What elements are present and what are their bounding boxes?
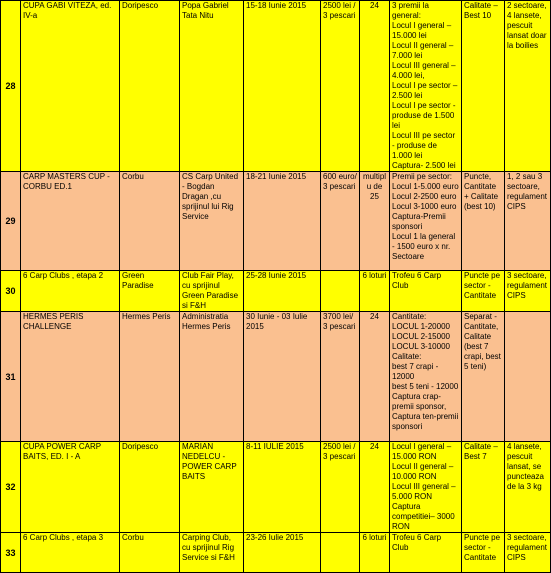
rules-cell xyxy=(505,312,551,442)
lake-name-cell: Doripesco xyxy=(120,1,180,172)
prizes-cell: Trofeu 6 Carp Club xyxy=(390,271,462,312)
row-number-cell: 31 xyxy=(1,312,21,442)
rules-cell: 4 lansete, pescuit lansat, se puncteaza de la 3 kg xyxy=(505,442,551,533)
entry-fee-cell: 2500 lei / 3 pescari xyxy=(321,1,360,172)
ranking-method-cell: Calitate – Best 7 xyxy=(462,442,505,533)
organizer-cell: Administratia Hermes Peris xyxy=(180,312,244,442)
ranking-method-cell: Puncte pe sector - Cantitate xyxy=(462,533,505,573)
team-count-cell: 24 xyxy=(360,1,390,172)
event-date-cell: 25-28 Iunie 2015 xyxy=(244,271,321,312)
prizes-cell: Trofeu 6 Carp Club xyxy=(390,533,462,573)
competition-name-cell: CARP MASTERS CUP - CORBU ED.1 xyxy=(21,172,120,271)
table-row xyxy=(1,1,551,172)
competition-name-cell: HERMES PERIS CHALLENGE xyxy=(21,312,120,442)
organizer-cell: Club Fair Play, cu sprijinul Green Paradise si F&H xyxy=(180,271,244,312)
team-count-cell: 24 xyxy=(360,442,390,533)
lake-name-cell: Corbu xyxy=(120,172,180,271)
prizes-cell: Cantitate: LOCUL 1-20000 LOCUL 2-15000 LOCUL 3-10000 Calitate: best 7 crapi - 12000 best 5 teni - 12000 Captura crap-premii sponsor, Captura ten-premii sponsori xyxy=(390,312,462,442)
row-number-cell: 30 xyxy=(1,271,21,312)
competition-name-cell: 6 Carp Clubs , etapa 3 xyxy=(21,533,120,573)
table-row xyxy=(1,271,551,312)
table-row xyxy=(1,312,551,442)
table-body xyxy=(1,1,551,573)
row-number-cell: 29 xyxy=(1,172,21,271)
ranking-method-cell: Puncte, Cantitate + Calitate (best 10) xyxy=(462,172,505,271)
event-date-cell: 15-18 Iunie 2015 xyxy=(244,1,321,172)
prizes-cell: Locul I general – 15.000 RON Locul II general – 10.000 RON Locul III general – 5.000 RON Captura competitiei– 3000 RON xyxy=(390,442,462,533)
organizer-cell: Carping Club, cu sprijinul Rig Service si F&H xyxy=(180,533,244,573)
organizer-cell: Popa Gabriel Tata Nitu xyxy=(180,1,244,172)
table-row xyxy=(1,442,551,533)
prizes-cell: Premii pe sector: Locul 1-5.000 euro Locul 2-2500 euro Locul 3-1000 euro Captura-Premii sponsori Locul 1 la general - 1500 euro x nr. Sectoare xyxy=(390,172,462,271)
lake-name-cell: Hermes Peris xyxy=(120,312,180,442)
rules-cell: 1, 2 sau 3 sectoare, regulament CIPS xyxy=(505,172,551,271)
ranking-method-cell: Separat - Cantitate, Calitate (best 7 crapi, best 5 teni) xyxy=(462,312,505,442)
table-row xyxy=(1,172,551,271)
event-date-cell: 18-21 Iunie 2015 xyxy=(244,172,321,271)
entry-fee-cell xyxy=(321,271,360,312)
team-count-cell: 6 loturi xyxy=(360,533,390,573)
rules-cell: 3 sectoare, regulament CIPS xyxy=(505,533,551,573)
table-row xyxy=(1,533,551,573)
rules-cell: 2 sectoare, 4 lansete, pescuit lansat doar la boilies xyxy=(505,1,551,172)
row-number-cell: 32 xyxy=(1,442,21,533)
event-date-cell: 8-11 IULIE 2015 xyxy=(244,442,321,533)
entry-fee-cell: 3700 lei/ 3 pescari xyxy=(321,312,360,442)
team-count-cell: multiplu de 25 xyxy=(360,172,390,271)
organizer-cell: CS Carp United - Bogdan Dragan ,cu sprijinul lui Rig Service xyxy=(180,172,244,271)
entry-fee-cell: 2500 lei / 3 pescari xyxy=(321,442,360,533)
rules-cell: 3 sectoare, regulament CIPS xyxy=(505,271,551,312)
entry-fee-cell xyxy=(321,533,360,573)
ranking-method-cell: Calitate – Best 10 xyxy=(462,1,505,172)
lake-name-cell: Corbu xyxy=(120,533,180,573)
competition-name-cell: CUPA POWER CARP BAITS, ED. I - A xyxy=(21,442,120,533)
team-count-cell: 24 xyxy=(360,312,390,442)
entry-fee-cell: 600 euro/ 3 pescari xyxy=(321,172,360,271)
prizes-cell: 3 premii la general: Locul I general – 15.000 lei Locul II general – 7.000 lei Locul III general – 4.000 lei, Locul I pe sector – 2.500 lei Locul I pe sector - produse de 1.500 lei Locul III pe sector - produse de 1.000 lei Captura- 2.500 lei xyxy=(390,1,462,172)
row-number-cell: 33 xyxy=(1,533,21,573)
ranking-method-cell: Puncte pe sector - Cantitate xyxy=(462,271,505,312)
event-date-cell: 23-26 Iulie 2015 xyxy=(244,533,321,573)
competition-name-cell: CUPA GABI VITEZA, ed. IV-a xyxy=(21,1,120,172)
organizer-cell: MARIAN NEDELCU - POWER CARP BAITS xyxy=(180,442,244,533)
row-number-cell: 28 xyxy=(1,1,21,172)
event-date-cell: 30 Iunie - 03 Iulie 2015 xyxy=(244,312,321,442)
lake-name-cell: Doripesco xyxy=(120,442,180,533)
lake-name-cell: Green Paradise xyxy=(120,271,180,312)
team-count-cell: 6 loturi xyxy=(360,271,390,312)
competition-name-cell: 6 Carp Clubs , etapa 2 xyxy=(21,271,120,312)
